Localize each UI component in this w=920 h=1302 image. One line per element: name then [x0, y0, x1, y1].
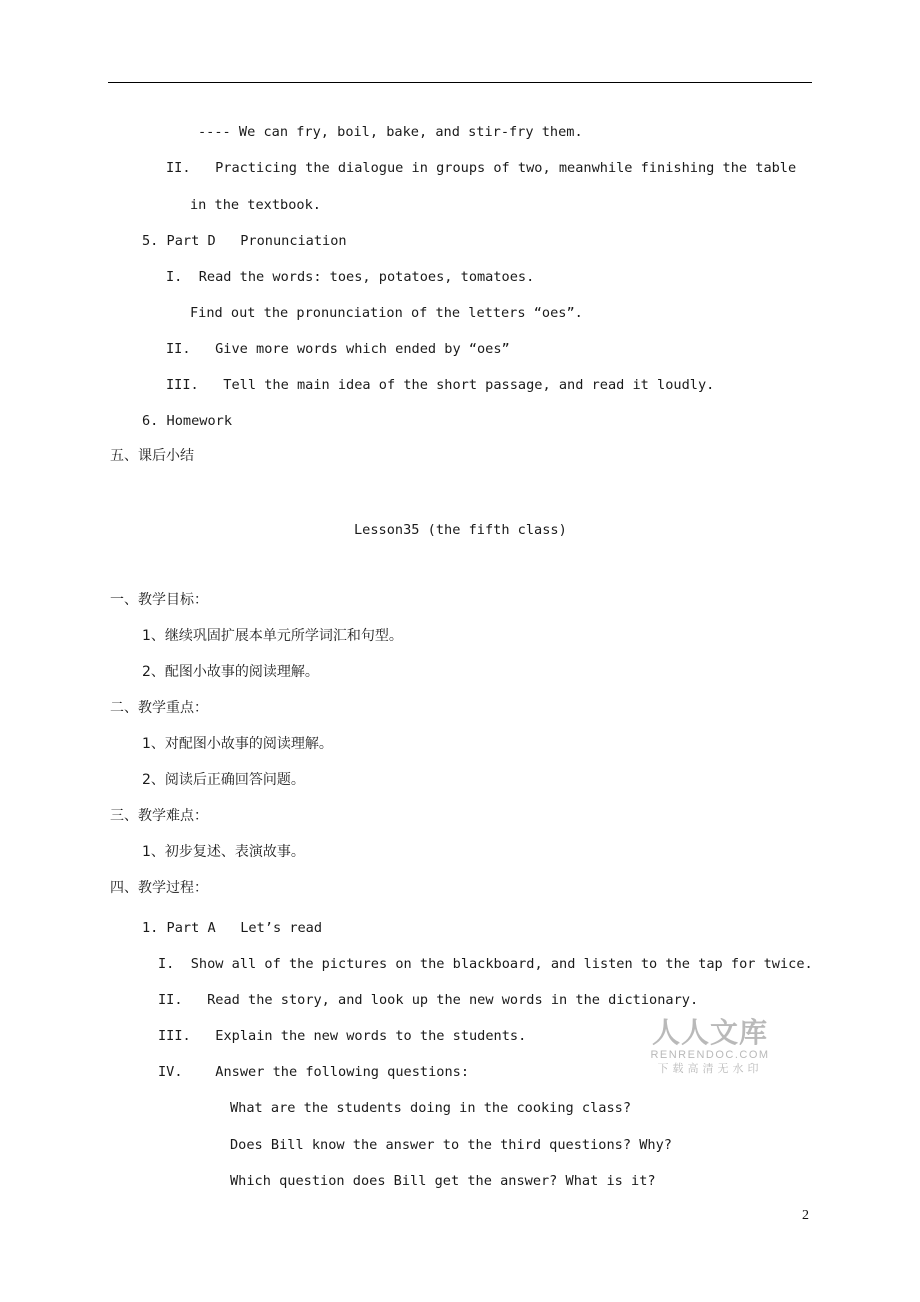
watermark-url: RENRENDOC.COM [650, 1049, 770, 1061]
difficulty-1: 1、初步复述、表演故事。 [142, 844, 305, 860]
header-rule [108, 82, 812, 83]
section-two-heading: 二、教学重点： [110, 700, 208, 716]
answer-line: ---- We can fry, boil, bake, and stir-fry them. [198, 124, 583, 140]
section-five-heading: 五、课后小结 [110, 448, 194, 464]
step-iv-answer-questions: IV. Answer the following questions: [158, 1064, 469, 1080]
homework-heading: 6. Homework [142, 413, 233, 429]
watermark-subtitle: 下载高清无水印 [657, 1062, 763, 1075]
part-a-heading: 1. Part A Let’s read [142, 920, 323, 936]
question-2: Does Bill know the answer to the third questions? Why? [230, 1137, 672, 1153]
step-iii-explain-words: III. Explain the new words to the students. [158, 1028, 527, 1044]
section-four-heading: 四、教学过程： [110, 880, 208, 896]
lesson-title: Lesson35 (the fifth class) [354, 522, 567, 538]
key-point-2: 2、阅读后正确回答问题。 [142, 772, 305, 788]
step-ii-more-words: II. Give more words which ended by “oes” [166, 341, 510, 357]
step-ii-practice: II. Practicing the dialogue in groups of two, meanwhile finishing the table [166, 160, 797, 176]
page-number: 2 [802, 1208, 809, 1223]
key-point-1: 1、对配图小故事的阅读理解。 [142, 736, 333, 752]
step-i-read-words: I. Read the words: toes, potatoes, tomatoes. [166, 269, 535, 285]
objective-2: 2、配图小故事的阅读理解。 [142, 664, 319, 680]
section-three-heading: 三、教学难点： [110, 808, 208, 824]
question-1: What are the students doing in the cooking class? [230, 1100, 632, 1116]
section-one-heading: 一、教学目标： [110, 592, 208, 608]
watermark-logo [648, 1018, 772, 1076]
step-i-show-pictures: I. Show all of the pictures on the blackboard, and listen to the tap for twice. [158, 956, 813, 972]
part-d-heading: 5. Part D Pronunciation [142, 233, 347, 249]
question-3: Which question does Bill get the answer? What is it? [230, 1173, 656, 1189]
step-ii-read-story: II. Read the story, and look up the new words in the dictionary. [158, 992, 699, 1008]
step-i-find-pronunciation: Find out the pronunciation of the letters “oes”. [190, 305, 583, 321]
watermark-title: 人人文库 [651, 1016, 768, 1049]
step-ii-continued: in the textbook. [190, 197, 321, 213]
objective-1: 1、继续巩固扩展本单元所学词汇和句型。 [142, 628, 403, 644]
step-iii-main-idea: III. Tell the main idea of the short passage, and read it loudly. [166, 377, 715, 393]
